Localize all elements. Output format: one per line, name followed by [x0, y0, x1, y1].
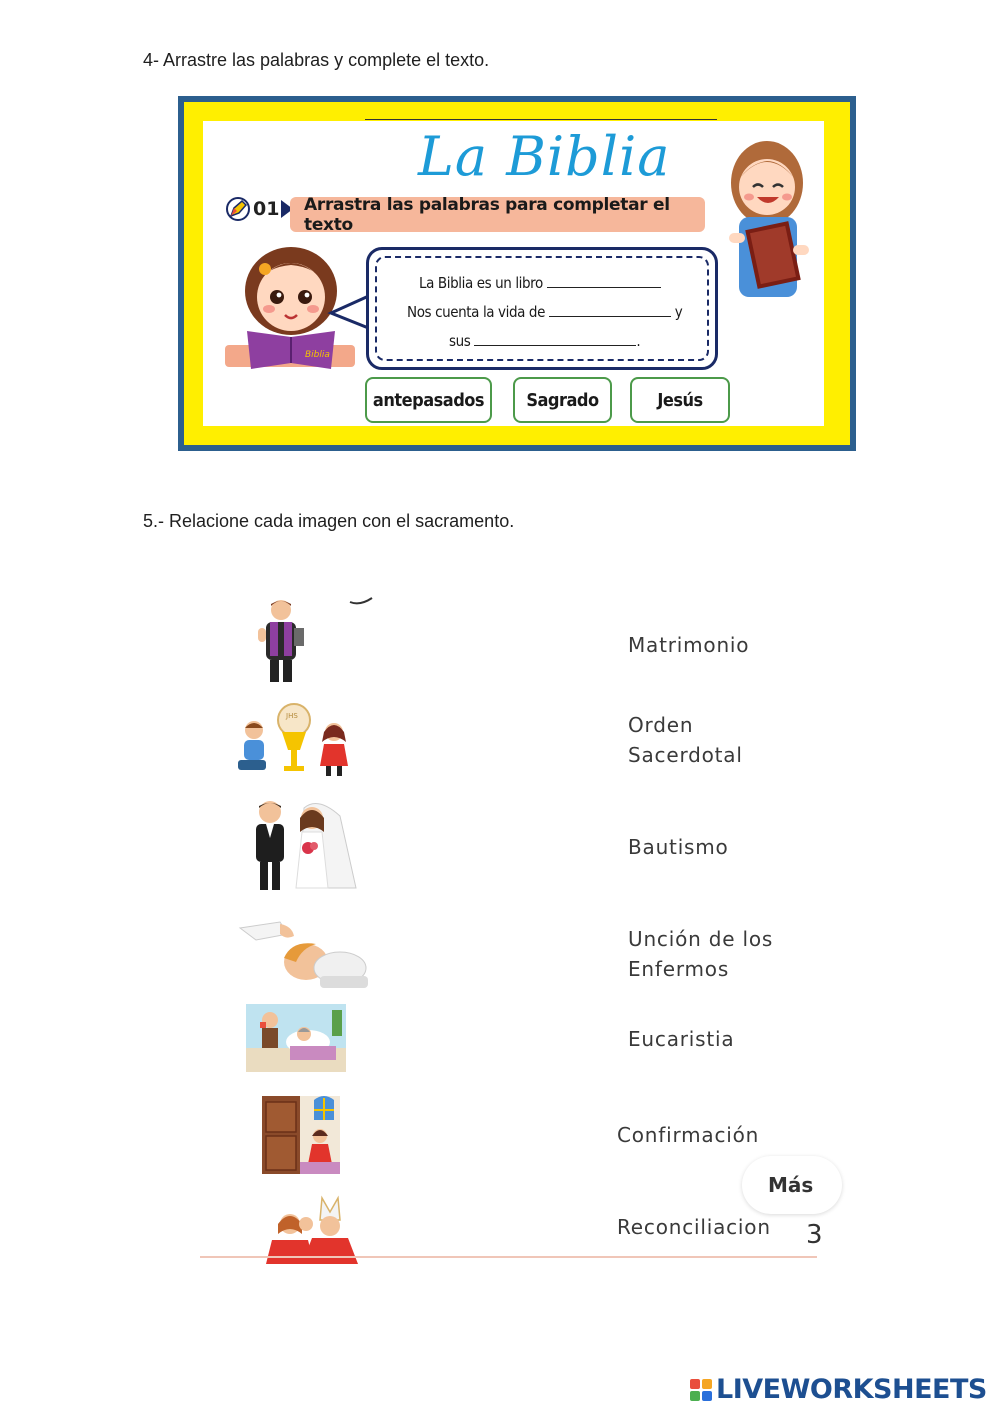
word-chip-jesus[interactable]: Jesús [630, 377, 730, 423]
text-line-2 [407, 303, 682, 321]
logo-square-red [690, 1379, 700, 1389]
sacrament-area-bottom-line [200, 1256, 817, 1258]
sick-visit-icon[interactable] [246, 1004, 346, 1072]
drop-blank-2[interactable] [549, 305, 671, 317]
text-line-1 [419, 274, 661, 292]
pencil-icon [225, 196, 251, 222]
line-3-text: sus [449, 332, 471, 350]
instruction-number-text: 01 [253, 198, 280, 220]
question-5-heading: 5.- Relacione cada imagen con el sacramento. [143, 511, 515, 531]
text-line-3 [449, 332, 640, 350]
sacrament-matching-area [200, 590, 823, 1258]
curve-mark-icon [348, 596, 374, 606]
card-yellow-border [184, 102, 850, 445]
question-4-heading: 4- Arrastre las palabras y complete el texto. [143, 50, 490, 70]
card-top-rule [365, 119, 717, 120]
drop-blank-1[interactable] [547, 276, 661, 288]
speech-bubble [366, 247, 718, 370]
liveworksheets-logo [690, 1374, 987, 1405]
sacrament-label-eucaristia[interactable]: Eucaristia [628, 1027, 735, 1051]
logo-text: LIVEWORKSHEETS [716, 1374, 987, 1405]
priest-stole-icon[interactable] [248, 598, 314, 686]
word-chip-sagrado[interactable]: Sagrado [513, 377, 612, 423]
sacrament-label-reconciliacion[interactable]: Reconciliacion [617, 1215, 771, 1239]
logo-square-blue [702, 1391, 712, 1401]
svg-text:JHS: JHS [286, 712, 298, 720]
line-3-end: . [636, 332, 641, 350]
book-label: Biblia [305, 350, 330, 360]
instruction-bar: Arrastra las palabras para completar el texto [290, 197, 705, 232]
instruction-number [225, 196, 293, 222]
drop-blank-3[interactable] [474, 334, 636, 346]
logo-grid-icon [690, 1379, 712, 1401]
card-content [203, 121, 824, 426]
sacrament-label-confirmacion[interactable]: Confirmación [617, 1123, 760, 1147]
confessional-icon[interactable] [262, 1096, 340, 1174]
bride-groom-icon[interactable] [244, 798, 360, 894]
word-chip-antepasados[interactable]: antepasados [365, 377, 492, 423]
bishop-confirmation-icon[interactable] [262, 1194, 362, 1264]
sacrament-label-matrimonio[interactable]: Matrimonio [628, 633, 750, 657]
activity-card [178, 96, 856, 451]
more-button[interactable]: Más [742, 1156, 842, 1214]
children-chalice-icon[interactable] [234, 702, 358, 778]
sacrament-label-uncion[interactable]: Unción de los Enfermos [628, 927, 774, 981]
girl-bible-icon [715, 135, 820, 300]
line-1-text: La Biblia es un libro [419, 274, 543, 292]
line-2-text: Nos cuenta la vida de [407, 303, 545, 321]
edge-glyph: 3 [806, 1220, 823, 1250]
logo-square-green [690, 1391, 700, 1401]
sacrament-label-orden-sacerdotal[interactable]: Orden Sacerdotal [628, 713, 743, 767]
sacrament-label-bautismo[interactable]: Bautismo [628, 835, 729, 859]
anointing-icon[interactable] [236, 914, 370, 990]
logo-square-orange [702, 1379, 712, 1389]
line-2-end: y [674, 303, 683, 321]
card-title: La Biblia [418, 125, 671, 188]
